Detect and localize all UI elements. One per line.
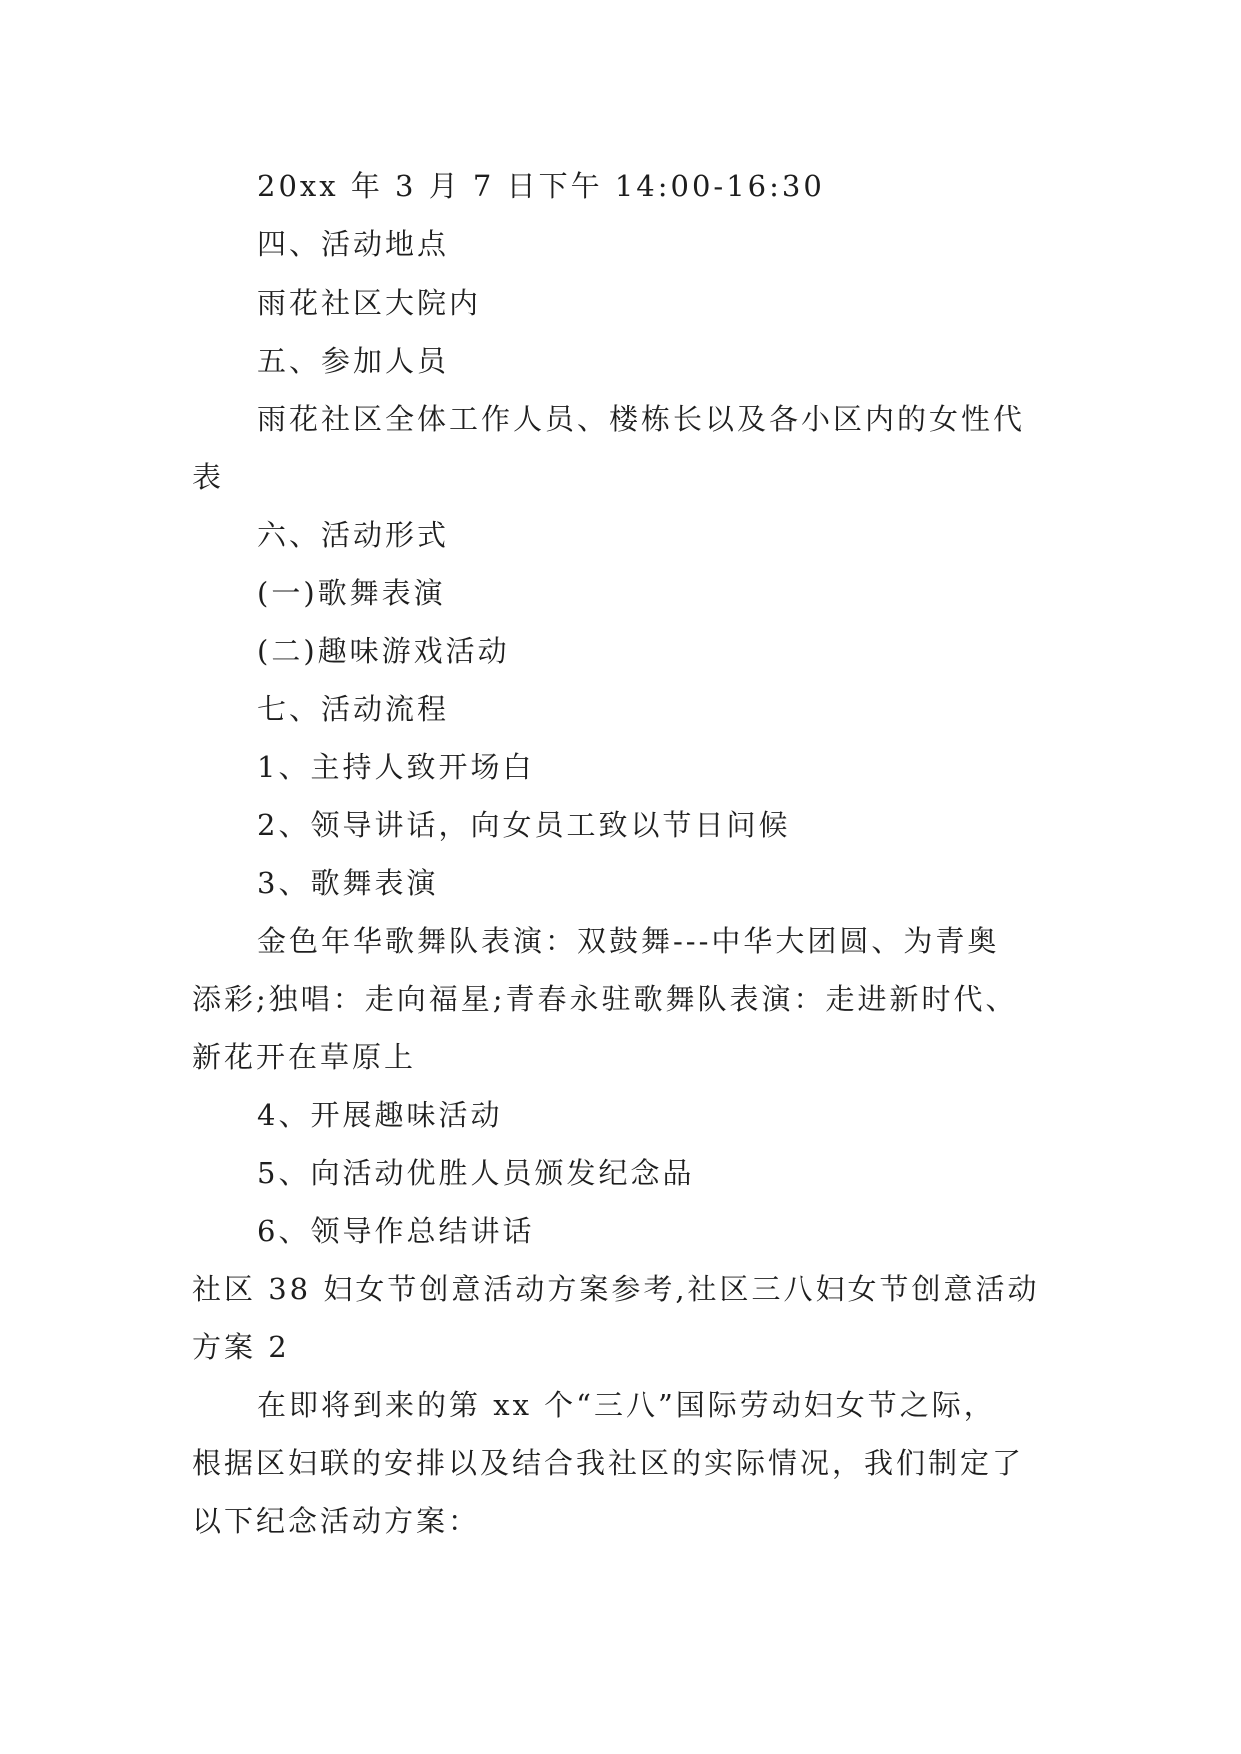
process-step-1: 1、主持人致开场白 xyxy=(257,750,535,784)
section-heading-format: 六、活动形式 xyxy=(257,518,450,552)
participants-text-continued: 表 xyxy=(192,460,225,494)
event-time-text: 20xx 年 3 月 7 日下午 14:00-16:30 xyxy=(257,169,825,203)
process-step-2: 2、领导讲话，向女员工致以节日问候 xyxy=(257,808,791,842)
intro-paragraph-line: 在即将到来的第 xx 个“三八”国际劳动妇女节之际， xyxy=(257,1388,996,1422)
intro-paragraph-line: 以下纪念活动方案： xyxy=(192,1504,481,1538)
section-heading-location: 四、活动地点 xyxy=(257,227,450,261)
performance-paragraph-line: 新花开在草原上 xyxy=(192,1040,417,1074)
format-item-2: (二)趣味游戏活动 xyxy=(257,634,510,668)
process-step-5: 5、向活动优胜人员颁发纪念品 xyxy=(257,1156,695,1190)
performance-paragraph-line: 金色年华歌舞队表演：双鼓舞---中华大团圆、为青奥 xyxy=(257,924,1000,958)
article-title-line: 方案 2 xyxy=(192,1330,290,1364)
format-item-1: (一)歌舞表演 xyxy=(257,576,446,610)
section-heading-process: 七、活动流程 xyxy=(257,692,450,726)
participants-text: 雨花社区全体工作人员、楼栋长以及各小区内的女性代 xyxy=(257,402,1026,436)
process-step-6: 6、领导作总结讲话 xyxy=(257,1214,535,1248)
process-step-3: 3、歌舞表演 xyxy=(257,866,439,900)
section-heading-participants: 五、参加人员 xyxy=(257,344,450,378)
process-step-4: 4、开展趣味活动 xyxy=(257,1098,503,1132)
article-title-line: 社区 38 妇女节创意活动方案参考,社区三八妇女节创意活动 xyxy=(192,1272,1040,1306)
performance-paragraph-line: 添彩;独唱：走向福星;青春永驻歌舞队表演：走进新时代、 xyxy=(192,982,1018,1016)
location-text: 雨花社区大院内 xyxy=(257,286,482,320)
intro-paragraph-line: 根据区妇联的安排以及结合我社区的实际情况，我们制定了 xyxy=(192,1446,1025,1480)
